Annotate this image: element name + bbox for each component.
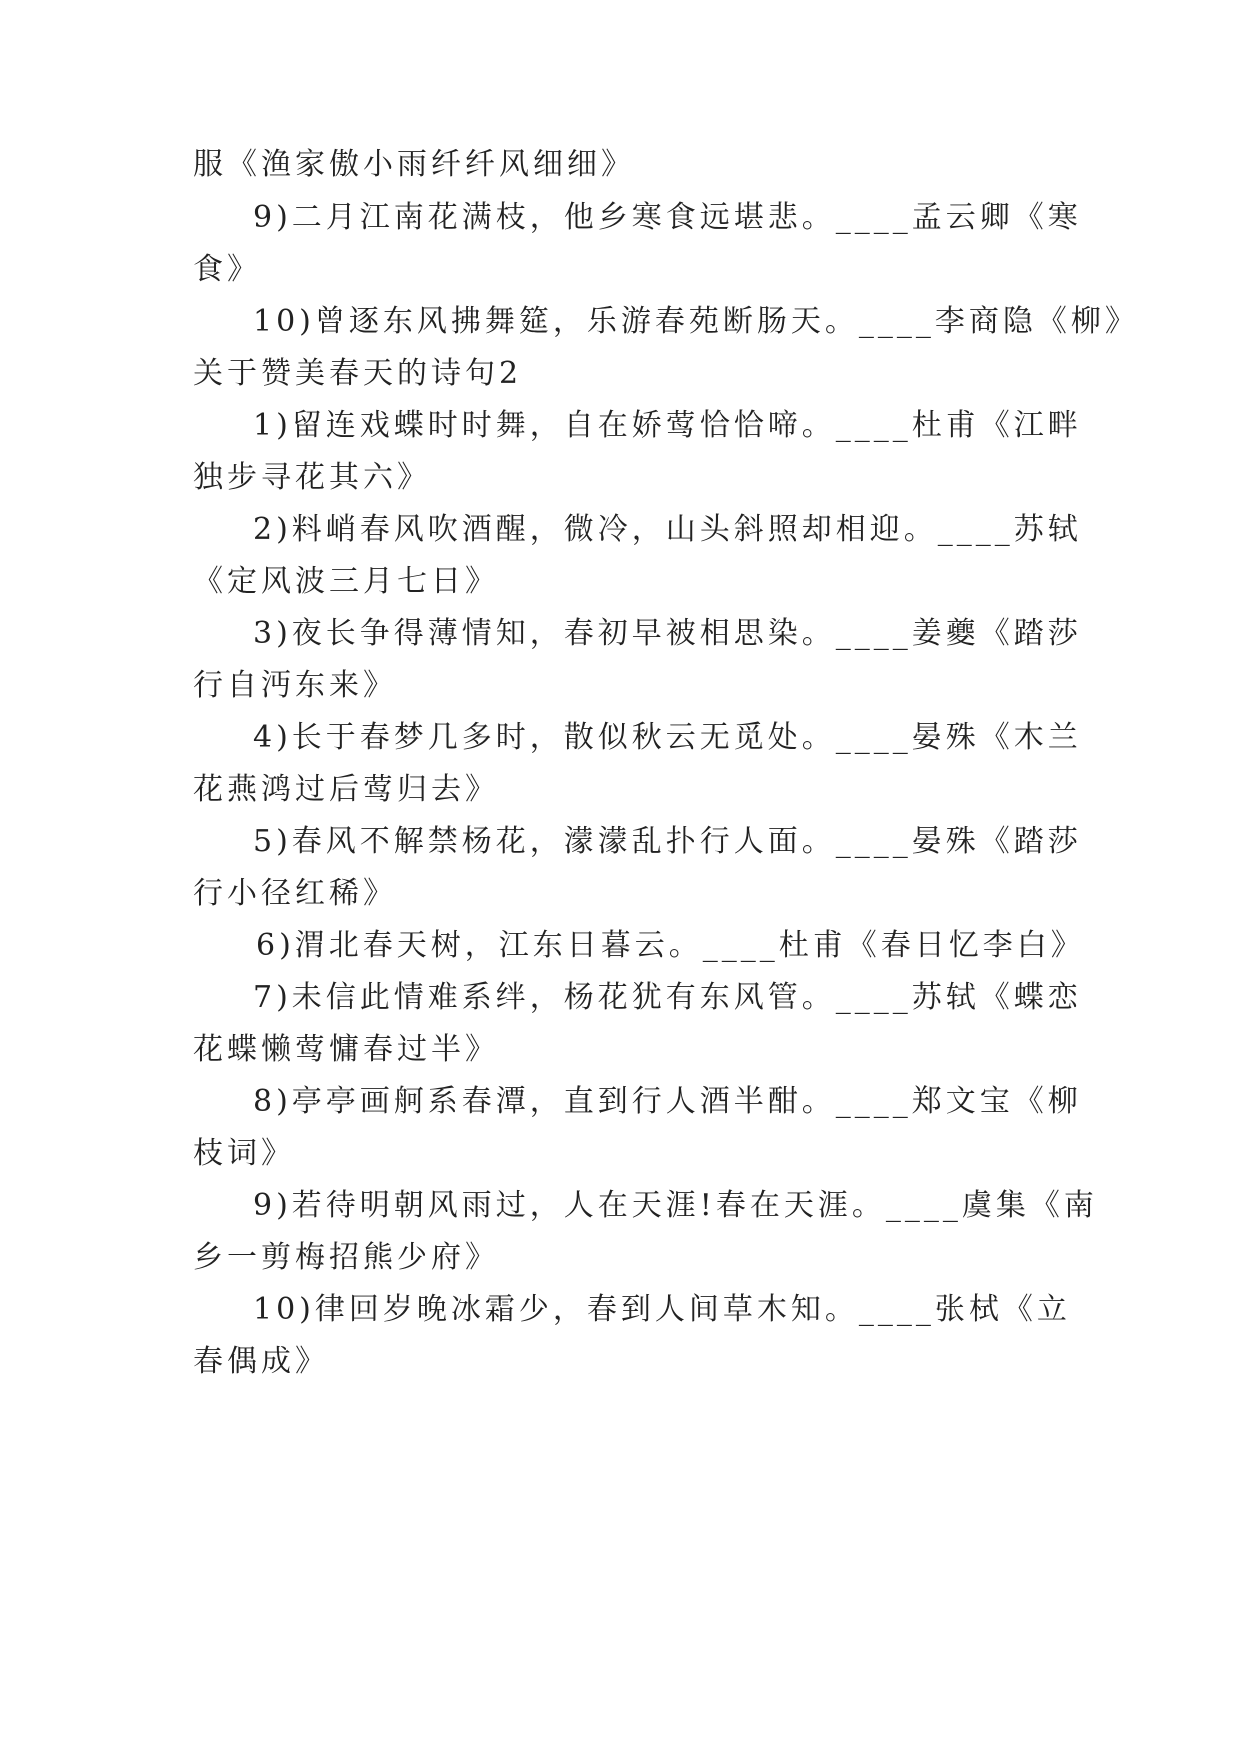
text-line: 行自沔东来》 (193, 668, 397, 703)
text-line: 行小径红稀》 (193, 876, 397, 911)
text-line: 7)未信此情难系绊，杨花犹有东风管。____苏轼《蝶恋 (253, 980, 1082, 1015)
text-line: 花蝶懒莺慵春过半》 (193, 1032, 499, 1067)
text-line: 枝词》 (193, 1136, 295, 1171)
text-line: 独步寻花其六》 (193, 460, 431, 495)
text-line: 9)二月江南花满枝，他乡寒食远堪悲。____孟云卿《寒 (253, 200, 1082, 235)
text-line: 1)留连戏蝶时时舞，自在娇莺恰恰啼。____杜甫《江畔 (253, 408, 1082, 443)
section-heading: 关于赞美春天的诗句2 (193, 356, 523, 391)
text-line: 花燕鸿过后莺归去》 (193, 772, 499, 807)
text-line: 3)夜长争得薄情知，春初早被相思染。____姜夔《踏莎 (253, 616, 1082, 651)
text-line: 《定风波三月七日》 (193, 564, 499, 599)
text-line: 9)若待明朝风雨过，人在天涯!春在天涯。____虞集《南 (253, 1188, 1098, 1223)
text-line: 2)料峭春风吹酒醒，微冷，山头斜照却相迎。____苏轼 (253, 512, 1082, 547)
text-line: 10)曾逐东风拂舞筵，乐游春苑断肠天。____李商隐《柳》 (253, 304, 1139, 339)
text-line: 8)亭亭画舸系春潭，直到行人酒半酣。____郑文宝《柳 (253, 1084, 1082, 1119)
text-line: 春偶成》 (193, 1344, 329, 1379)
text-line: 食》 (193, 252, 261, 287)
text-line: 乡一剪梅招熊少府》 (193, 1240, 499, 1275)
text-line: 4)长于春梦几多时，散似秋云无觅处。____晏殊《木兰 (253, 720, 1082, 755)
text-line: 10)律回岁晚冰霜少，春到人间草木知。____张栻《立 (253, 1292, 1071, 1327)
text-line: 服《渔家傲小雨纤纤风细细》 (193, 147, 635, 182)
text-line: 5)春风不解禁杨花，濛濛乱扑行人面。____晏殊《踏莎 (253, 824, 1082, 859)
text-line: 6)渭北春天树，江东日暮云。____杜甫《春日忆李白》 (256, 928, 1085, 963)
